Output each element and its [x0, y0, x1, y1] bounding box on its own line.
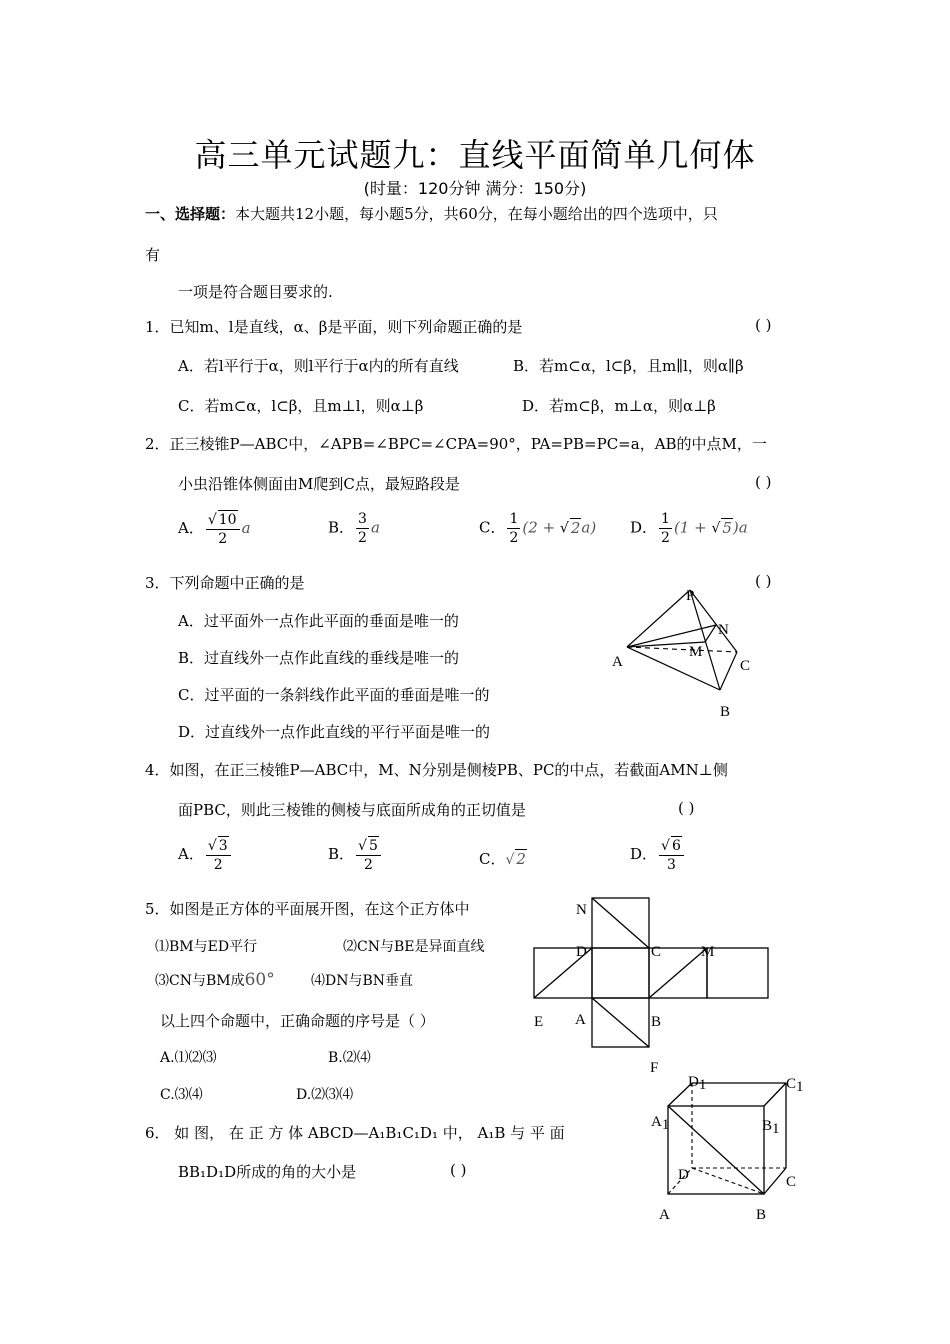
q5-statement-3-angle: 60°	[244, 970, 275, 990]
q4-option-c: C．√ 2	[479, 850, 526, 868]
q1-option-a: A．若l平行于α，则l平行于α内的所有直线	[178, 357, 459, 375]
q4-d-num: 6	[671, 838, 681, 854]
label-p: P	[686, 588, 695, 604]
q5-question: 以上四个命题中，正确命题的序号是（ ）	[160, 1012, 435, 1030]
section-heading: 一、选择题：	[145, 205, 236, 223]
edge-ac-hidden	[627, 647, 737, 652]
section-intro-line2: 有	[145, 246, 161, 264]
net-label-n: N	[576, 902, 587, 918]
q2-b-label: B．	[328, 518, 355, 537]
q5-statement-3	[155, 970, 275, 990]
label-a: A	[612, 654, 623, 670]
net-label-m: M	[701, 944, 715, 960]
label-m: M	[689, 644, 703, 660]
q3-option-c: C．过平面的一条斜线作此平面的垂面是唯一的	[178, 686, 490, 704]
q2-a-fraction: $\frac{√ 10}{2}$	[206, 510, 240, 548]
section-intro-text: 本大题共12小题，每小题5分，共60分，在每小题给出的四个选项中，只	[235, 205, 718, 223]
cube-label-a1: A1	[651, 1114, 670, 1133]
q4-b-fraction: $\frac{√ 5}{2}$	[356, 836, 381, 874]
q2-c-tail-open: (2 +	[522, 518, 560, 537]
pyramid-figure	[600, 580, 770, 725]
q2-b-fraction	[356, 510, 369, 547]
edge-b1c1	[764, 1083, 786, 1106]
q4-c-label: C．	[479, 850, 506, 868]
net-label-d: D	[576, 944, 587, 960]
q4-d-label: D．	[630, 845, 658, 863]
q4-answer-blank: ( )	[678, 799, 695, 817]
q2-b-den: 2	[358, 530, 367, 546]
net-square-far-right	[707, 948, 768, 998]
q5-option-d: D.⑵⑶⑷	[296, 1087, 354, 1103]
q5-stem: 5．如图是正方体的平面展开图，在这个正方体中	[145, 900, 470, 918]
q6-stem-line2: BB₁D₁D所成的角的大小是	[178, 1163, 357, 1181]
q2-c-fraction	[507, 510, 520, 547]
q4-b-label: B．	[328, 845, 355, 863]
q5-option-a: A.⑴⑵⑶	[160, 1050, 217, 1066]
net-square-center	[592, 948, 649, 998]
q4-b-num: 5	[368, 838, 378, 854]
q2-d-label: D．	[630, 518, 658, 537]
q4-a-label: A．	[178, 845, 204, 863]
q2-c-label: C．	[479, 518, 506, 537]
q2-c-root: 2	[570, 518, 581, 537]
q4-a-fraction: $\frac{√ 3}{2}$	[206, 836, 231, 874]
cube-figure	[640, 1070, 810, 1230]
q2-option-b	[328, 510, 380, 547]
q2-option-c: C． $\frac{1}{2}$ (2 + √ 2a)	[479, 511, 597, 546]
net-label-c: C	[651, 944, 662, 960]
q5-statement-4: ⑷DN与BN垂直	[311, 973, 414, 989]
q4-option-b	[328, 836, 383, 874]
q3-option-b: B．过直线外一点作此直线的垂线是唯一的	[178, 649, 460, 667]
q2-c-den: 2	[509, 530, 519, 546]
q4-stem-line2: 面PBC，则此三棱锥的侧棱与底面所成角的正切值是	[178, 801, 526, 819]
q2-a-label: A．	[178, 519, 204, 537]
diag-nc	[592, 898, 649, 948]
edge-db-hidden	[692, 1168, 764, 1194]
q2-answer-blank: ( )	[755, 473, 772, 491]
q6-stem-line1: 6． 如 图， 在 正 方 体 ABCD—A₁B₁C₁D₁ 中， A₁B 与 平 面	[145, 1124, 565, 1142]
q2-a-num: 10	[218, 512, 237, 528]
section-intro-line3: 一项是符合题目要求的.	[178, 283, 333, 301]
page-title: 高三单元试题九：直线平面简单几何体	[194, 136, 756, 174]
cube-label-a: A	[659, 1207, 670, 1223]
q2-c-num: 1	[509, 511, 519, 527]
pyramid-edges	[627, 590, 737, 690]
q2-b-var: a	[370, 518, 380, 537]
cube-label-b1: B1	[762, 1118, 780, 1137]
cube-label-b: B	[756, 1207, 767, 1223]
q5-statement-3-text: ⑶CN与BM成	[155, 973, 245, 989]
label-c: C	[740, 658, 751, 674]
label-b: B	[720, 704, 731, 720]
q4-option-d	[630, 836, 686, 874]
page-subtitle: (时量：120分钟 满分：150分)	[363, 179, 587, 198]
q4-a-den: 2	[213, 857, 223, 873]
q3-answer-blank: ( )	[755, 572, 772, 590]
q2-d-root: 5	[722, 518, 732, 537]
edge-pa	[627, 590, 690, 647]
cube-label-d1: D1	[688, 1074, 707, 1093]
q3-option-a: A．过平面外一点作此平面的垂面是唯一的	[178, 612, 459, 630]
q3-option-d: D．过直线外一点作此直线的平行平面是唯一的	[178, 723, 491, 741]
cube-label-c: C	[786, 1174, 797, 1190]
q4-b-den: 2	[363, 857, 373, 873]
net-label-e: E	[534, 1014, 544, 1030]
edge-bc	[764, 1168, 786, 1194]
q2-a-den: 2	[218, 531, 228, 547]
q1-answer-blank: ( )	[755, 316, 772, 334]
q2-d-den: 2	[661, 530, 670, 546]
diag-af	[592, 998, 649, 1047]
cube-label-c1: C1	[786, 1076, 804, 1095]
q2-d-tail-close: )a	[732, 518, 748, 537]
q1-option-c: C．若m⊂α，l⊂β，且m⊥l，则α⊥β	[178, 397, 424, 415]
q2-option-d: D． $\frac{1}{2}$ (1 + √ 5)a	[630, 511, 748, 546]
q6-answer-blank: ( )	[450, 1161, 467, 1179]
q4-a-num: 3	[218, 838, 228, 854]
q2-d-tail-open: (1 +	[673, 518, 712, 537]
q4-option-a	[178, 836, 233, 874]
q4-stem-line1: 4．如图，在正三棱锥P—ABC中，M、N分别是侧棱PB、PC的中点，若截面AMN⊥侧	[145, 761, 728, 779]
q2-stem-line2: 小虫沿锥体侧面由M爬到C点，最短路段是	[178, 475, 460, 493]
q1-option-d: D．若m⊂β，m⊥α，则α⊥β	[522, 397, 716, 415]
label-n: N	[718, 622, 729, 638]
q2-d-num: 1	[661, 511, 670, 527]
edge-ab	[627, 647, 720, 690]
edge-pb	[690, 590, 720, 690]
q4-d-den: 3	[666, 857, 676, 873]
q4-d-fraction: $\frac{√ 6}{3}$	[659, 836, 684, 874]
q5-statement-1: ⑴BM与ED平行	[155, 939, 258, 955]
q4-c-root: 2	[516, 850, 526, 868]
q2-d-fraction	[659, 510, 672, 547]
q2-c-tail-close: a)	[581, 518, 597, 537]
net-label-a: A	[575, 1012, 586, 1028]
cube-net-figure	[525, 890, 780, 1080]
net-label-b: B	[651, 1014, 662, 1030]
edge-bc	[720, 652, 737, 690]
q5-option-b: B.⑵⑷	[328, 1050, 371, 1066]
section-intro	[145, 203, 718, 224]
net-label-f: F	[650, 1060, 659, 1076]
q2-option-a	[178, 510, 251, 548]
q5-option-c: C.⑶⑷	[160, 1087, 203, 1103]
q3-stem: 3．下列命题中正确的是	[145, 574, 305, 592]
q1-stem: 1．已知m、l是直线，α、β是平面，则下列命题正确的是	[145, 318, 523, 336]
q2-a-var: a	[241, 519, 251, 537]
q2-stem-line1: 2．正三棱锥P—ABC中，∠APB=∠BPC=∠CPA=90°，PA=PB=PC=a，AB的中点M，一	[145, 435, 767, 453]
cube-label-d: D	[678, 1167, 689, 1183]
q1-option-b: B．若m⊂α，l⊂β，且m∥l，则α∥β	[513, 357, 744, 375]
q5-statement-2: ⑵CN与BE是异面直线	[343, 939, 485, 955]
q2-b-num: 3	[358, 511, 367, 527]
